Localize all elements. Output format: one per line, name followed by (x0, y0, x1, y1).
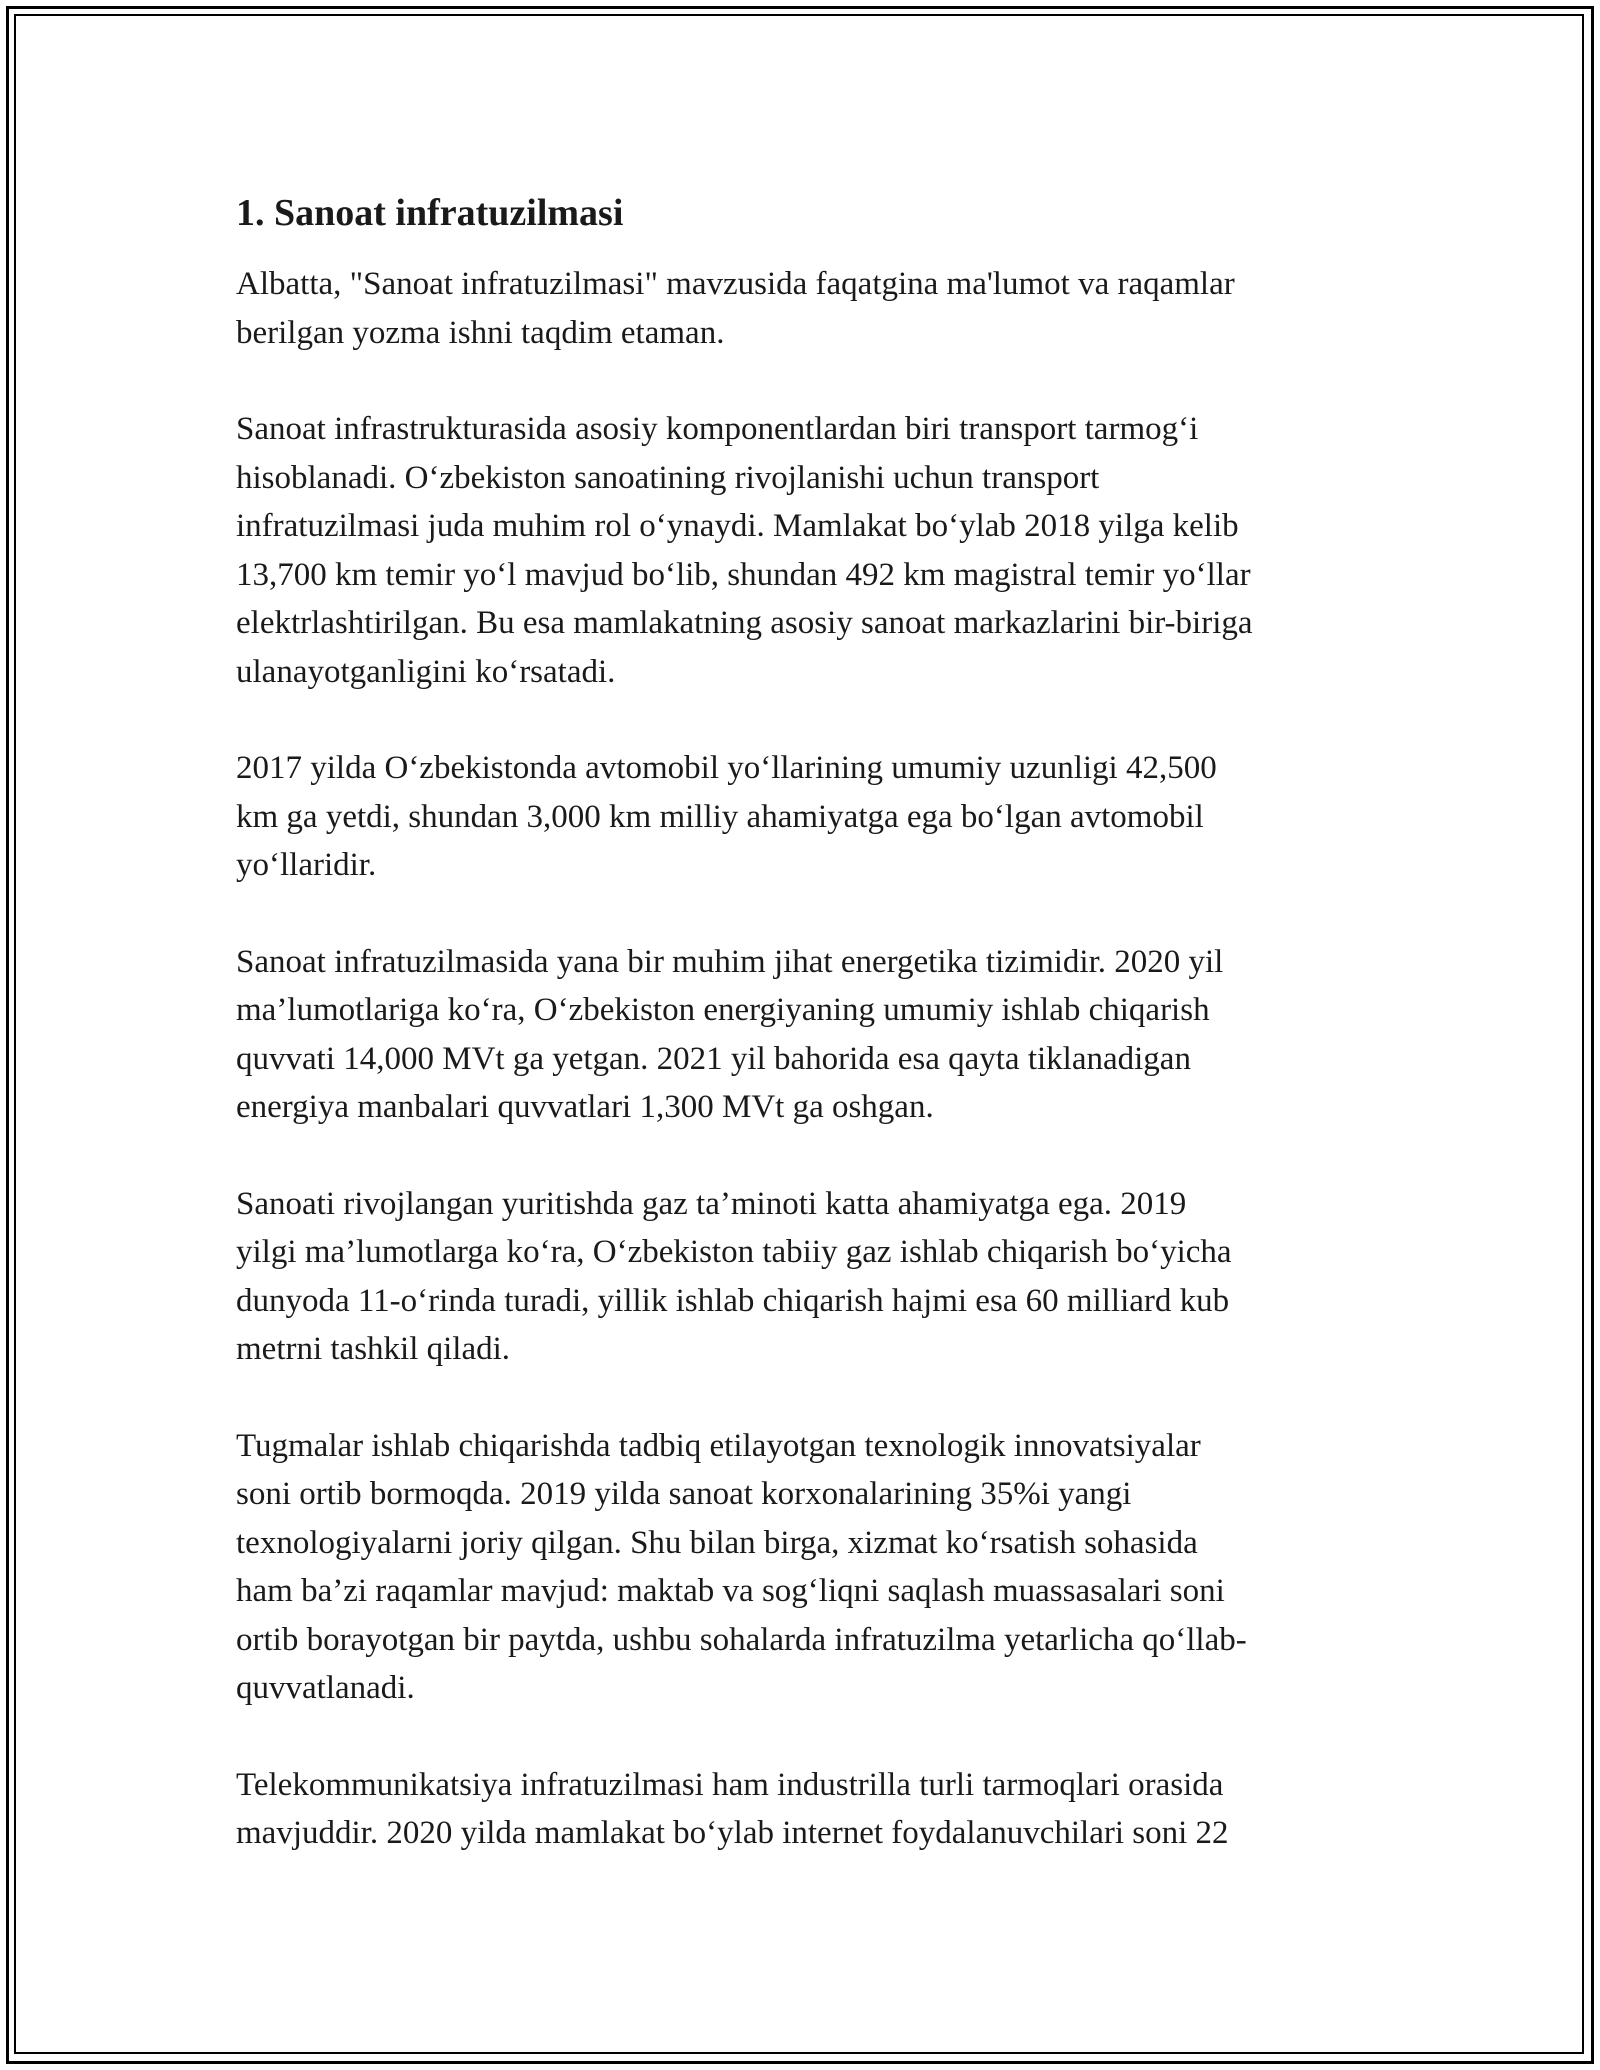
paragraph-innovation: Tugmalar ishlab chiqarishda tadbiq etilayotgan texnologik innovatsiyalar soni ortib bormoqda. 2019 yilda sanoat korxonalarining 35%i yangi texnologiyalarni joriy qilgan. Shu bilan birga, xizmat koʻrsatish sohasida ham ba’zi raqamlar mavjud: maktab va sogʻliqni saqlash muassasalari soni ortib borayotgan bir paytda, ushbu sohalarda infratuzilma yetarlicha qoʻllab- quvvatlanadi. (236, 1427, 1247, 1706)
paragraph-intro: Albatta, "Sanoat infratuzilmasi" mavzusida faqatgina ma'lumot va raqamlar berilgan yozma ishni taqdim etaman. (236, 266, 1235, 351)
document-body (236, 188, 1386, 1906)
paragraph-transport: Sanoat infrastrukturasida asosiy komponentlardan biri transport tarmogʻi hisoblanadi. Oʻzbekiston sanoatining rivojlanishi uchun transport infratuzilmasi juda muhim rol oʻynaydi. Mamlakat boʻylab 2018 yilga kelib 13,700 km temir yoʻl mavjud boʻlib, shundan 492 km magistral temir yoʻllar elektrlashtirilgan. Bu esa mamlakatning asosiy sanoat markazlarini bir-biriga ulanayotganligini koʻrsatadi. (236, 411, 1253, 690)
paragraph-telecom: Telekommunikatsiya infratuzilmasi ham industrilla turli tarmoqlari orasida mavjuddir. 2020 yilda mamlakat boʻylab internet foydalanuvchilari soni 22 (236, 1766, 1229, 1851)
paragraph-gas: Sanoati rivojlangan yuritishda gaz ta’minoti katta ahamiyatga ega. 2019 yilgi ma’lumotlarga koʻra, Oʻzbekiston tabiiy gaz ishlab chiqarish boʻyicha dunyoda 11-oʻrinda turadi, yillik ishlab chiqarish hajmi esa 60 milliard kub metrni tashkil qiladi. (236, 1185, 1232, 1367)
section-title: 1. Sanoat infratuzilmasi (236, 192, 624, 234)
paragraph-energy: Sanoat infratuzilmasida yana bir muhim jihat energetika tizimidir. 2020 yil ma’lumotlariga koʻra, Oʻzbekiston energiyaning umumiy ishlab chiqarish quvvati 14,000 MVt ga yetgan. 2021 yil bahorida esa qayta tiklanadigan energiya manbalari quvvatlari 1,300 MVt ga oshgan. (236, 943, 1224, 1125)
paragraph-roads: 2017 yilda Oʻzbekistonda avtomobil yoʻllarining umumiy uzunligi 42,500 km ga yetdi, shundan 3,000 km milliy ahamiyatga ega boʻlgan avtomobil yoʻllaridir. (236, 750, 1217, 883)
